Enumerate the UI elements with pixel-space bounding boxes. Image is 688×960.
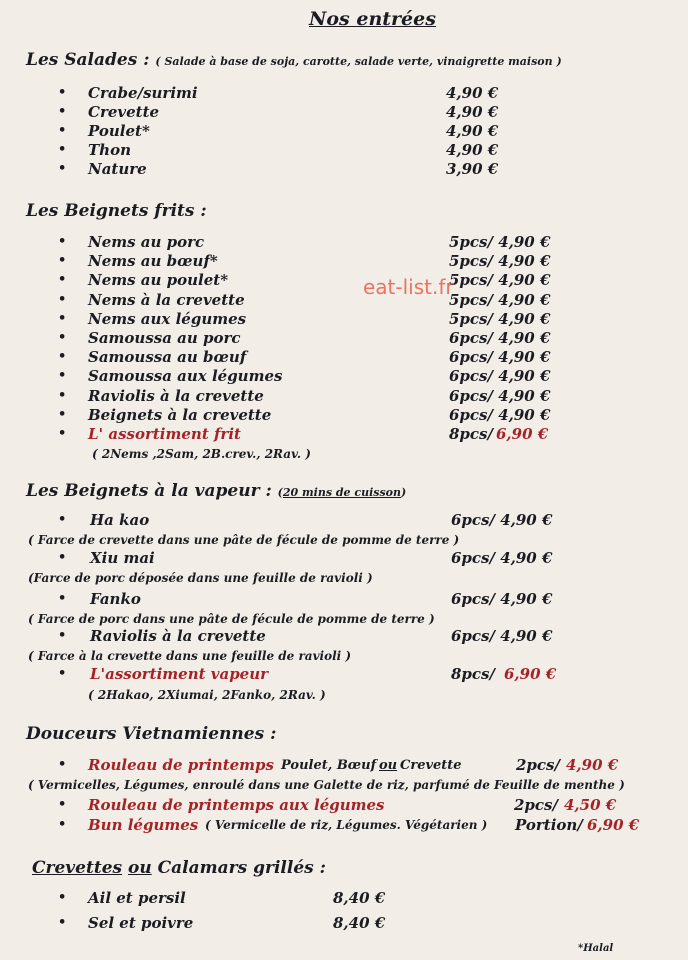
item-name: Raviolis à la crevette [90, 627, 266, 645]
section-vapeur-heading: Les Beignets à la vapeur : (20 mins de cuisson) [26, 481, 407, 501]
section-douceurs-heading: Douceurs Vietnamiennes : [26, 724, 277, 744]
item-name: Crevette [88, 103, 160, 121]
bullet: • [58, 104, 67, 119]
section-heading: Les Beignets à la vapeur : [26, 481, 272, 501]
item-price: 4,90 € [446, 103, 499, 121]
item-price: 6pcs/ 4,90 € [451, 549, 553, 567]
item-price: 5pcs/ 4,90 € [449, 290, 551, 309]
item-price: 6pcs/ 4,90 € [449, 367, 551, 386]
item-name: Nems au porc [88, 233, 205, 251]
bullet: • [58, 387, 67, 403]
item-name: Poulet* [88, 122, 150, 140]
bullet: • [58, 890, 67, 905]
section-grilles-heading: Crevettes ou Calamars grillés : [32, 858, 326, 878]
bullet: • [58, 915, 67, 930]
item-name: Nems au poulet* [88, 271, 229, 290]
bullet: • [58, 310, 67, 326]
rouleau-name: Rouleau de printemps [88, 756, 274, 774]
item-price: 3,90 € [446, 160, 499, 178]
rouleau-opts-b: Crevette [400, 758, 462, 773]
assortment-name: L' assortiment frit [88, 425, 241, 443]
page-title: Nos entrées [309, 8, 436, 30]
rouleau-desc: ( Vermicelles, Légumes, enroulé dans une Galette de riz, parfumé de Feuille de menthe ) [28, 778, 625, 792]
bullet: • [58, 628, 67, 643]
assortment-name: L'assortiment vapeur [90, 665, 269, 683]
rouleau-opts-a: Poulet, Bœuf [281, 758, 377, 773]
item-price: 8,40 € [333, 914, 386, 932]
item-name: Xiu mai [90, 549, 155, 567]
assortment-desc: ( 2Hakao, 2Xiumai, 2Fanko, 2Rav. ) [88, 688, 326, 702]
bun-price: 6,90 € [587, 816, 640, 834]
item-name: Nems à la crevette [88, 290, 245, 309]
bullet: • [58, 666, 67, 681]
bullet: • [58, 161, 67, 176]
item-price: 6pcs/ 4,90 € [451, 627, 553, 645]
bullet: • [58, 330, 67, 345]
item-desc: (Farce de porc déposée dans une feuille de ravioli ) [28, 571, 373, 585]
rouleau-leg-qty: 2pcs/ [514, 796, 558, 814]
item-price: 6pcs/ 4,90 € [449, 348, 551, 367]
assortment-price: 6,90 € [496, 425, 549, 443]
item-name: Samoussa au bœuf [88, 348, 247, 367]
item-price: 6pcs/ 4,90 € [451, 590, 553, 608]
item-price: 6pcs/ 4,90 € [451, 511, 553, 529]
rouleau-leg-name: Rouleau de printemps aux légumes [88, 796, 385, 814]
section-heading: Les Salades : [26, 50, 150, 70]
item-name: Sel et poivre [88, 914, 194, 932]
item-desc: ( Farce de porc dans une pâte de fécule de pomme de terre ) [28, 612, 435, 626]
item-price: 5pcs/ 4,90 € [449, 233, 551, 251]
watermark: eat-list.fr [363, 275, 454, 299]
bun-desc: ( Vermicelle de riz, Légumes. Végétarien ) [205, 818, 488, 832]
bullet: • [58, 591, 67, 606]
item-name: Fanko [90, 590, 141, 608]
assortment-desc: ( 2Nems ,2Sam, 2B.crev., 2Rav. ) [92, 447, 311, 461]
item-name: Crabe/surimi [88, 84, 198, 102]
item-desc: ( Farce de crevette dans une pâte de fécule de pomme de terre ) [28, 533, 460, 547]
item-name: Nems au bœuf* [88, 252, 218, 271]
bullet: • [58, 85, 67, 100]
bullet: • [58, 272, 67, 288]
bun-qty: Portion/ [515, 816, 583, 834]
section-note: ( Salade à base de soja, carotte, salade verte, vinaigrette maison ) [155, 55, 562, 68]
section-frits-heading: Les Beignets frits : [26, 201, 207, 221]
item-name: Nature [88, 160, 147, 178]
bullet: • [58, 406, 67, 422]
bullet: • [58, 797, 67, 812]
halal-footnote: *Halal [578, 943, 614, 954]
rouleau-opts-ou: ou [379, 758, 398, 773]
item-price: 4,90 € [446, 122, 499, 140]
bullet: • [58, 234, 67, 249]
bun-name: Bun légumes [88, 816, 199, 834]
bullet: • [58, 349, 67, 365]
bullet: • [58, 426, 67, 441]
item-price: 5pcs/ 4,90 € [449, 252, 551, 271]
item-name: Beignets à la crevette [88, 405, 272, 424]
item-name: Raviolis à la crevette [88, 386, 264, 405]
assortment-qty: 8pcs/ [451, 665, 495, 683]
bullet: • [58, 757, 67, 772]
bullet: • [58, 142, 67, 157]
assortment-price: 6,90 € [504, 665, 557, 683]
bullet: • [58, 550, 67, 565]
item-name: Ha kao [90, 511, 150, 529]
item-desc: ( Farce à la crevette dans une feuille de ravioli ) [28, 649, 352, 663]
rouleau-price: 4,90 € [566, 756, 619, 774]
rouleau-leg-price: 4,50 € [564, 796, 617, 814]
bullet: • [58, 253, 67, 269]
item-price: 5pcs/ 4,90 € [449, 309, 551, 328]
item-name: Samoussa aux légumes [88, 367, 283, 386]
section-salades-heading [26, 50, 562, 70]
item-price: 4,90 € [446, 84, 499, 102]
bullet: • [58, 512, 67, 527]
item-price: 4,90 € [446, 141, 499, 159]
item-name: Samoussa au porc [88, 329, 241, 347]
item-price: 6pcs/ 4,90 € [449, 386, 551, 405]
bullet: • [58, 291, 67, 307]
cooking-time: 20 mins de cuisson [282, 486, 401, 499]
assortment-qty: 8pcs/ [449, 425, 493, 443]
item-name: Ail et persil [88, 889, 186, 907]
bullet: • [58, 368, 67, 384]
item-price: 6pcs/ 4,90 € [449, 329, 551, 347]
rouleau-qty: 2pcs/ [516, 756, 560, 774]
item-price: 8,40 € [333, 889, 386, 907]
item-name: Nems aux légumes [88, 309, 247, 328]
bullet: • [58, 817, 67, 832]
bullet: • [58, 123, 67, 138]
item-price: 6pcs/ 4,90 € [449, 405, 551, 424]
item-price: 5pcs/ 4,90 € [449, 271, 551, 290]
item-name: Thon [88, 141, 131, 159]
